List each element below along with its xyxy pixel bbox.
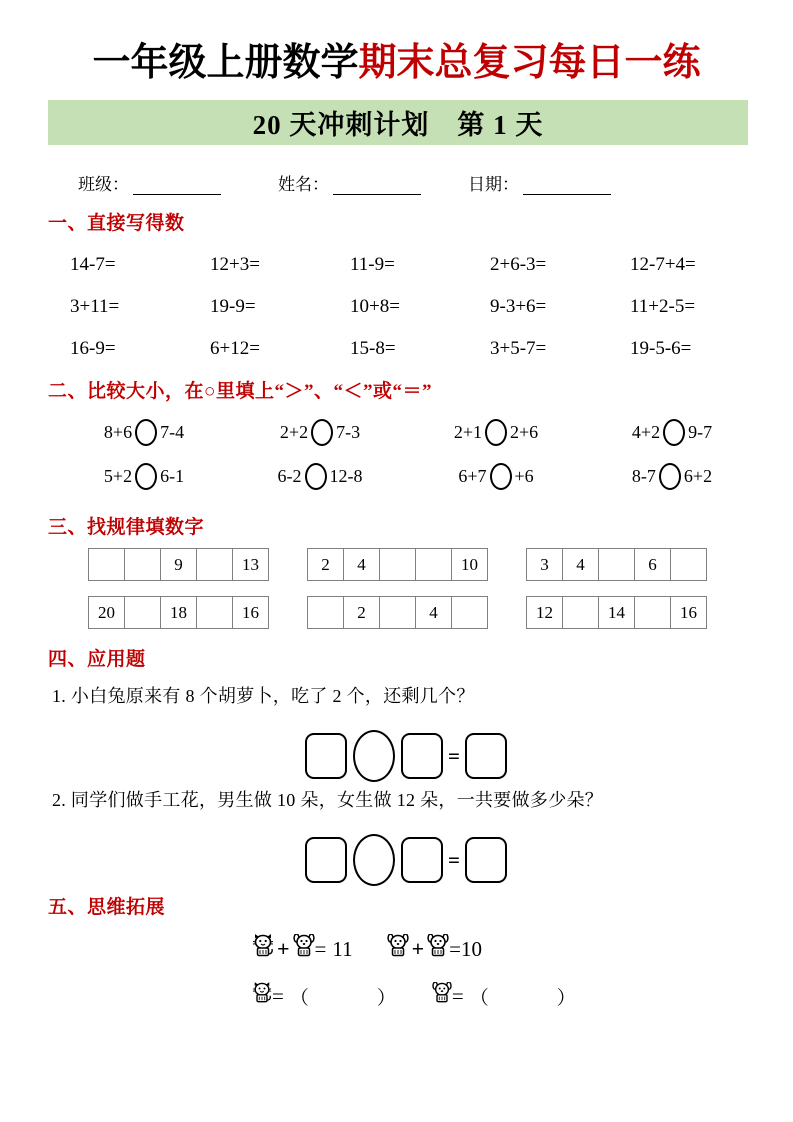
cat-icon (252, 934, 274, 964)
puzzle-answer-2[interactable] (432, 982, 586, 1010)
compare-problem[interactable] (408, 463, 584, 490)
calc-problem[interactable]: 12+3= (210, 254, 260, 275)
pattern-cell[interactable] (125, 597, 161, 628)
pattern-cell[interactable]: 14 (599, 597, 635, 628)
compare-circle-blank[interactable] (311, 419, 333, 446)
compare-row (56, 410, 760, 454)
page-title-red: 期末总复习每日一练 (358, 42, 701, 84)
pattern-cell[interactable] (452, 597, 487, 628)
pattern-cell[interactable] (563, 597, 599, 628)
compare-right: 6-1 (160, 465, 185, 486)
pattern-cell[interactable]: 2 (308, 549, 344, 580)
pattern-cell[interactable]: 4 (344, 549, 380, 580)
name-label: 姓名： (278, 175, 329, 194)
calc-problem[interactable]: 11-9= (350, 254, 395, 275)
dog-icon (387, 934, 409, 964)
compare-left: 8-7 (631, 465, 656, 486)
section-4-heading: 四、应用题 (48, 649, 146, 670)
calc-row (60, 286, 760, 328)
compare-left: 2+2 (279, 421, 309, 442)
compare-right: 9-7 (688, 421, 713, 442)
calc-row (60, 328, 760, 370)
calc-row (60, 244, 760, 286)
compare-problem[interactable] (56, 419, 232, 446)
pattern-cell[interactable]: 2 (344, 597, 380, 628)
puzzle-answer-1[interactable] (252, 982, 406, 1010)
pattern-grid (88, 596, 269, 629)
compare-problem[interactable] (584, 463, 760, 490)
equals-sign: = (448, 847, 460, 872)
pattern-cell[interactable] (671, 549, 706, 580)
compare-problem[interactable] (584, 419, 760, 446)
compare-problem[interactable] (232, 419, 408, 446)
calc-problem[interactable]: 11+2-5= (630, 296, 696, 317)
date-label: 日期： (468, 175, 519, 194)
compare-left: 6-2 (277, 465, 302, 486)
pattern-grid (307, 596, 488, 629)
pattern-cell[interactable]: 4 (416, 597, 452, 628)
date-blank[interactable] (523, 179, 611, 195)
pattern-cell[interactable] (380, 549, 416, 580)
compare-problem[interactable] (408, 419, 584, 446)
pattern-cell[interactable] (197, 597, 233, 628)
name-blank[interactable] (333, 179, 421, 195)
word-problem-2-text: 2. 同学们做手工花，男生做 10 朵，女生做 12 朵，一共要做多少朵？ (52, 790, 604, 810)
compare-right: 7-4 (160, 421, 185, 442)
plus-sign: + (277, 936, 290, 961)
equals-sign: = (272, 983, 284, 1008)
pattern-cell[interactable]: 10 (461, 554, 478, 574)
calc-problem[interactable]: 19-5-6= (630, 338, 692, 359)
student-info-row (78, 170, 738, 195)
equals-sign: = (314, 936, 327, 961)
compare-circle-blank[interactable] (490, 463, 512, 490)
calc-problem[interactable]: 16-9= (70, 338, 116, 359)
pattern-cell[interactable]: 18 (161, 597, 197, 628)
pattern-grid (526, 548, 707, 581)
compare-circle-blank[interactable] (485, 419, 507, 446)
compare-left: 6+7 (458, 465, 487, 486)
equals-sign: = (449, 936, 462, 961)
cat-icon (252, 982, 272, 1010)
puzzle-answer-blank-2[interactable]: （ ） (469, 987, 586, 1009)
compare-circle-blank[interactable] (659, 463, 681, 490)
compare-right: 7-3 (336, 421, 361, 442)
pattern-grid (526, 596, 707, 629)
equals-sign: = (451, 983, 464, 1008)
equals-sign: = (448, 743, 460, 768)
pattern-cell[interactable]: 13 (242, 554, 259, 574)
dog-icon (432, 982, 452, 1010)
compare-right: 12-8 (329, 465, 363, 486)
puzzle-equations-row (0, 934, 793, 964)
class-label: 班级： (78, 175, 129, 194)
pattern-cell[interactable] (635, 597, 671, 628)
calc-problem[interactable]: 3+5-7= (490, 338, 547, 359)
compare-right: 2+6 (510, 421, 539, 442)
section-5-heading: 五、思维拓展 (48, 897, 166, 918)
compare-circle-blank[interactable] (305, 463, 327, 490)
puzzle-result-2: 10 (461, 936, 483, 961)
calc-problem[interactable]: 14-7= (70, 254, 116, 275)
pattern-cell[interactable]: 16 (680, 602, 697, 622)
puzzle-answers-row (0, 982, 793, 1010)
plus-sign: + (411, 936, 425, 961)
compare-problem[interactable] (56, 463, 232, 490)
compare-circle-blank[interactable] (135, 463, 157, 490)
answer-box[interactable] (401, 733, 443, 779)
compare-circle-blank[interactable] (663, 419, 685, 446)
pattern-cell[interactable] (125, 549, 161, 580)
compare-right: 6+2 (683, 465, 713, 486)
pattern-grid (307, 548, 488, 581)
pattern-cell[interactable] (416, 549, 452, 580)
pattern-cell[interactable] (380, 597, 416, 628)
pattern-cell[interactable]: 6 (635, 549, 671, 580)
puzzle-equation-2 (387, 934, 482, 964)
section-2-problems (56, 410, 760, 498)
compare-row (56, 454, 760, 498)
calc-problem[interactable]: 10+8= (350, 296, 400, 317)
pattern-grid (88, 548, 269, 581)
answer-box[interactable] (465, 837, 507, 883)
answer-box[interactable] (465, 733, 507, 779)
pattern-cell[interactable]: 12 (527, 597, 563, 628)
word-problem-2 (52, 786, 752, 886)
calc-problem[interactable]: 6+12= (210, 338, 260, 359)
class-field[interactable] (78, 170, 278, 195)
calc-problem[interactable]: 12-7+4= (630, 254, 696, 275)
calc-problem[interactable]: 15-8= (350, 338, 396, 359)
pattern-cell[interactable] (599, 549, 635, 580)
puzzle-equation-1 (252, 934, 353, 964)
word-problem-2-answer-row (52, 834, 752, 886)
compare-left: 2+1 (453, 421, 482, 442)
word-problem-1 (52, 682, 752, 782)
calc-problem[interactable]: 19-9= (210, 296, 256, 317)
plan-banner-text: 20 天冲刺计划 第 1 天 (252, 110, 544, 140)
calc-problem[interactable]: 3+11= (70, 296, 120, 317)
compare-problem[interactable] (232, 463, 408, 490)
calc-problem[interactable]: 2+6-3= (490, 254, 547, 275)
class-blank[interactable] (133, 179, 221, 195)
answer-box[interactable] (401, 837, 443, 883)
name-field[interactable] (278, 170, 468, 195)
puzzle-result-1: 11 (332, 936, 353, 961)
compare-circle-blank[interactable] (135, 419, 157, 446)
date-field[interactable] (468, 170, 668, 195)
plan-banner (48, 100, 748, 145)
calc-problem[interactable]: 9-3+6= (490, 296, 547, 317)
word-problem-1-text: 1. 小白兔原来有 8 个胡萝卜，吃了 2 个，还剩几个？ (52, 686, 475, 706)
operator-oval-blank[interactable] (353, 730, 395, 782)
compare-left: 4+2 (631, 421, 661, 442)
section-1-heading: 一、直接写得数 (48, 213, 185, 234)
pattern-cell[interactable] (308, 597, 344, 628)
operator-oval-blank[interactable] (353, 834, 395, 886)
dog-icon (293, 934, 315, 964)
pattern-cell[interactable]: 16 (242, 602, 259, 622)
page-title (0, 44, 793, 82)
pattern-row (0, 596, 793, 644)
pattern-cell[interactable]: 4 (563, 549, 599, 580)
puzzle-answer-blank-1[interactable]: （ ） (289, 987, 406, 1009)
pattern-cell[interactable]: 9 (161, 549, 197, 580)
pattern-cell[interactable]: 20 (89, 597, 125, 628)
compare-right: +6 (514, 465, 534, 486)
dog-icon (427, 934, 449, 964)
word-problem-1-answer-row (52, 730, 752, 782)
pattern-cell[interactable]: 3 (527, 549, 563, 580)
page-title-black: 一年级上册数学 (92, 42, 359, 84)
answer-box[interactable] (305, 733, 347, 779)
pattern-row (0, 548, 793, 596)
section-2-heading: 二、比较大小，在○里填上“＞”、“＜”或“＝” (48, 381, 432, 402)
section-3-problems (0, 548, 793, 644)
section-3-heading: 三、找规律填数字 (48, 517, 205, 538)
answer-box[interactable] (305, 837, 347, 883)
section-1-problems (60, 244, 760, 370)
pattern-cell[interactable] (89, 549, 125, 580)
pattern-cell[interactable] (197, 549, 233, 580)
compare-left: 5+2 (103, 465, 133, 486)
compare-left: 8+6 (103, 421, 133, 442)
